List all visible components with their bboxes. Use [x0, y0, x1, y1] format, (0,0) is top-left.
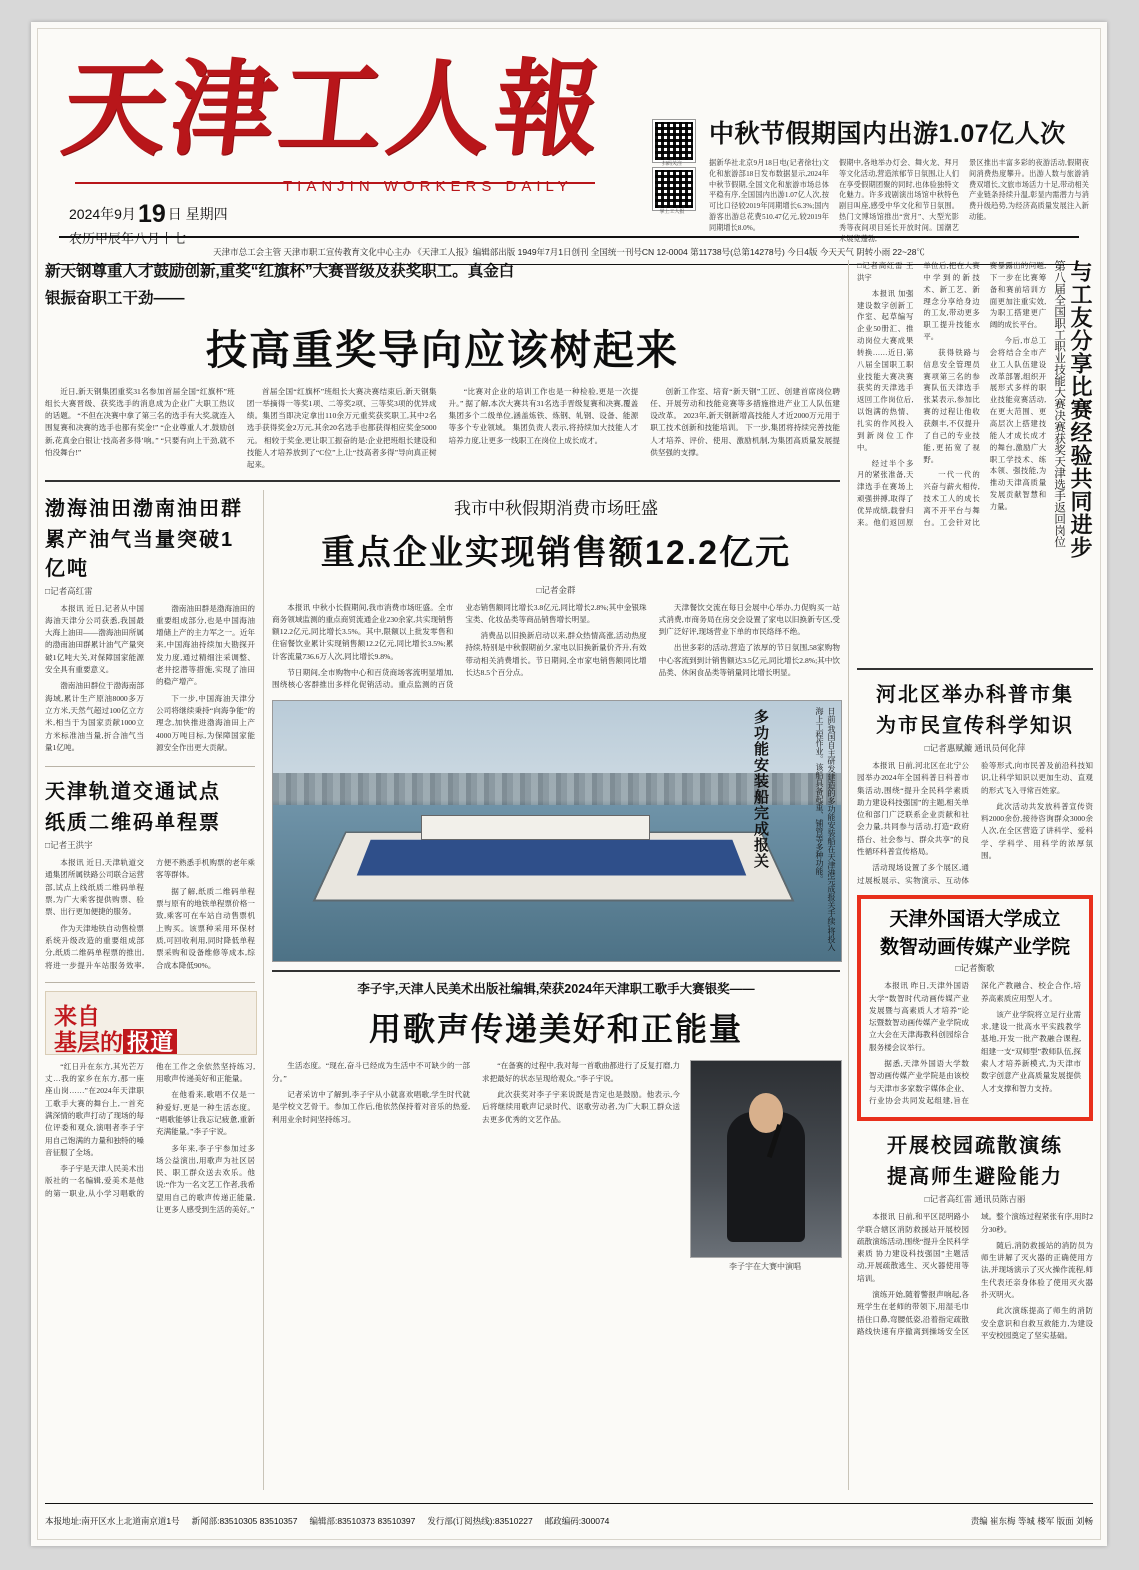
metro-para-3: 据了解,纸质二维码单程票与原有的地铁单程票价格一致,乘客可在车站自动售票机上购买。该票种采用环保材质,可回收利用,同时降低单程票采购和设备维修等成本,综合成本降低90%。: [156, 886, 255, 970]
drill-para-4: 此次演练提高了师生的消防安全意识和自救互救能力,为建设平安校园奠定了坚实基础。: [981, 1306, 1093, 1340]
metro-body: [45, 857, 255, 974]
article-metro: [45, 775, 255, 974]
foreign-univ-title-line-2: 数智动画传媒产业学院: [879, 936, 1070, 958]
skills-contest-para-5: 今后,市总工会将结合全市产业工人队伍建设改革部署,组织开展形式多样的职业技能竞赛活动,在更大范围、更高层次上搭建技能人才成长成才的舞台,激励广大职工学技术、练本领、强技能,为推动天津高质量发展贡献智慧和力量。: [989, 336, 1047, 511]
masthead: [45, 32, 1093, 257]
lead-para-3: “比赛对企业的培训工作也是一种检验,更是一次提升。” 据了解,本次大赛共有31名选手晋级复赛和决赛,覆盖集团多个二级单位,涵盖炼铁、炼钢、轧钢、设备、能源等多个专业领域。 集团负责人表示,将持续加大技能人才培养力度,让更多一线职工在岗位上成长成才。: [448, 386, 639, 445]
singer-para-2: 记者采访中了解到,李子宇从小就喜欢唱歌,学生时代就是学校文艺骨干。参加工作后,他依然保持着对音乐的热爱,利用业余时间坚持练习。: [272, 1090, 470, 1124]
foreign-univ-para-2: 据悉,天津外国语大学数智动画传媒产业学院是由该校与天津市多家数字媒体企业、行业协会共同发起组建,旨在深化产教融合、校企合作,培养高素质应用型人才。: [869, 981, 1081, 1105]
bohai-para-2: 渤南油田群位于渤海南部海域,累计生产原油8000多万立方米,天然气超过100亿立方米,相当于为国家贡献1000立方米标准油当量,折合油气当量1亿吨。: [45, 681, 144, 752]
lunar-date: 农历甲辰年八月十七: [69, 231, 187, 246]
masthead-divider-top: [59, 236, 1079, 238]
foreign-univ-body: [869, 980, 1081, 1107]
hebei-para-2: 活动现场设置了多个展区,通过展板展示、实物演示、互动体验等形式,向市民普及前沿科技知识,让科学知识以更加生动、直观的形式飞入寻常百姓家。: [857, 761, 1093, 885]
newspaper-title: 天津工人報: [57, 53, 610, 168]
market-para-1: 本报讯 中秋小长假期间,我市消费市场旺盛。全市商务领域监测的重点商贸流通企业230余家,共实现销售额12.2亿元,同比增长3.5%。其中,限额以上批发零售和住宿餐饮业累计实现销售额12.2亿元,同比增长3.5%;累计客流量736.6万人次,同比增长9.8%。: [272, 602, 454, 661]
qr-code-icon[interactable]: [653, 120, 695, 162]
lead-para-2: 首届全国“红旗杯”班组长大赛决赛结束后,新天钢集团一举摘得一等奖1项、二等奖2项、三等奖3项的优异成绩。集团当即决定拿出110余万元重奖获奖职工,其中2名选手获得奖金2万元,其余20名选手也都获得相应奖金5000元。 相较于奖金,更让职工振奋的是:企业把班组长建设和技能人才培养放到了“C位”上,让“技高者多得”导向真正树起来。: [246, 386, 437, 470]
bohai-title-line-1: 渤海油田渤南油田群: [45, 497, 243, 520]
article-hebei: [857, 678, 1093, 887]
drill-byline: □记者高红雷 通讯员陈吉丽: [924, 1194, 1026, 1205]
skills-contest-byline: □记者高红雷 王洪宇: [857, 261, 914, 282]
grassroots-body: [45, 1061, 255, 1217]
lead-para-4: 创新工作室、培育“新天钢”工匠、创建首席岗位聘任、开展劳动和技能竞赛等多措施推进产业工人队伍建设改革。 2023年,新天钢新增高技能人才近2000万元用于职工技术创新和技能培训。 下一步,集团将持续完善技能人才培养、评价、使用、激励机制,为集团高质量发展提供坚强的支撑。: [650, 386, 840, 457]
right-column: [857, 260, 1093, 1490]
grassroots-para-3: 在他看来,歌唱不仅是一种爱好,更是一种生活态度。“唱歌能够让我忘记疲惫,重新充满能量。”李子宇说。: [156, 1090, 255, 1137]
singer-photo: [690, 1060, 842, 1258]
drill-para-1: 本报讯 日前,和平区昆明路小学联合辖区消防救援站开展校园疏散演练活动,围绕“提升全民科学素质 协力建设科技强国”主题活动,开展疏散逃生、灭火器使用等培训。: [857, 1212, 969, 1283]
article-skills-contest: [857, 260, 1093, 660]
qr-code-2-caption: 掌上工人报: [659, 210, 685, 215]
drill-body: [857, 1211, 1093, 1342]
market-para-3: 消费品以旧换新启动以来,群众热情高涨,活动热度持续,特别是中秋假期前夕,家电以旧换新量价齐升,有效带动相关消费增长。节日期间,全市家电销售额同比增长达8.5个百分点。: [465, 631, 647, 678]
grassroots-badge-line-2: [54, 1024, 177, 1055]
masthead-news-headline: 中秋节假期国内出游1.07亿人次: [709, 120, 1066, 148]
lead-kicker-line-1: 新天钢尊重人才鼓励创新,重奖“红旗杯”大赛晋级及获奖职工。真金白: [45, 263, 515, 280]
newspaper-page: [31, 22, 1107, 1546]
footer-postcode: 邮政编码:300074: [544, 1516, 610, 1526]
skills-contest-para-1: 本报讯 加强建设数字创新工作室、起草编写企业50册汇、推动岗位大赛成果转换……近日,第八届全国职工职业技能大赛决赛获奖的天津选手返回工作岗位后,以饱满的热情、扎实的作风投入到新岗位工作中。: [857, 288, 914, 452]
article-drill: [857, 1129, 1093, 1342]
hebei-title-line-2: 为市民宣传科学知识: [876, 715, 1074, 737]
metro-title-line-2: 纸质二维码单程票: [45, 812, 221, 835]
metro-para-1: 本报讯 近日,天津轨道交通集团所属铁路公司联合运营部,试点上线纸质二维码单程票,为广大乘客提供购票、验票、出行更加便捷的服务。: [45, 858, 144, 917]
grassroots-badge-line-2a: 基层的: [54, 1028, 123, 1055]
hebei-para-3: 此次活动共发放科普宣传资料2000余份,接待咨询群众3000余人次,在全区营造了讲科学、爱科学、学科学、用科学的浓厚氛围。: [981, 801, 1093, 861]
left-column: [45, 490, 255, 1490]
drill-title-line-1: 开展校园疏散演练: [887, 1135, 1063, 1158]
column-divider-2: [848, 260, 849, 1490]
grassroots-para-4: 多年来,李子宇参加过多场公益演出,用歌声为社区居民、职工群众送去欢乐。他说:“作为一名文艺工作者,我希望用自己的歌声传递正能量,让更多人感受到生活的美好。”: [156, 1143, 255, 1215]
article-singer: [272, 980, 840, 1273]
middle-column: [272, 490, 840, 1490]
lead-kicker-line-2: 银振奋职工干劲——: [45, 290, 185, 308]
qr-code-caption: 扫码关注: [661, 162, 682, 167]
skills-contest-para-2: 经过半个多月的紧张准备,天津选手在赛场上顽强拼搏,取得了优异成绩,载誉归来。他们返回原单位后,把在大赛中学到的新技术、新工艺、新理念分享给身边的工友,带动更多职工提升技能水平。: [857, 261, 980, 527]
skills-contest-kicker: 第八届全国职工职业技能大赛决赛获奖天津选手返回岗位: [1053, 260, 1066, 548]
lead-headline: 技高重奖导向应该树起来: [206, 326, 679, 373]
section-divider-2: [272, 970, 840, 972]
article-bohai: [45, 492, 255, 759]
article-foreign-university: [857, 895, 1093, 1121]
market-subhead: 我市中秋假期消费市场旺盛: [454, 498, 658, 518]
bohai-title-line-2: 累产油气当量突破1亿吨: [45, 528, 235, 580]
article-market: [272, 494, 840, 692]
grassroots-para-2: 李子宇是天津人民美术出版社的一名编辑,爱美术是他的第一职业,从小学习唱歌的他在工作之余依然坚持练习,用歌声传递美好和正能量。: [45, 1061, 255, 1198]
footer-news-tel: 新闻部:83510305 83510357: [191, 1516, 298, 1526]
market-para-5: 出世多彩的活动,营造了浓厚的节日氛围,58家购物中心客流到到计销售额达3.5亿元,同比增长2.8%;其中饮品类、休闲食品类等销量同比增长明显。: [658, 643, 840, 678]
grassroots-badge-line-1: 来自: [54, 1002, 100, 1029]
section-divider-1: [45, 480, 840, 482]
boat-photo-title: 多功能安装船完成报关: [752, 708, 769, 869]
masthead-info-line: 天津市总工会主管 天津市职工宣传教育文化中心主办 《天津工人报》编辑部出版 1949年7月1日创刊 全国统一刊号CN 12-0004 第11738号(总第14278号) 今日4版 今天天气 阴转小雨 22~28℃: [213, 247, 925, 257]
masthead-news-col-1: 据新华社北京9月18日电(记者徐壮)文化和旅游部18日发布数据显示,2024年中秋节假期,全国文化和旅游市场总体平稳有序,全国国内出游1.07亿人次,按可比口径较2019年同期增长6.3%;国内游客出游总花费510.47亿元,较2019年同期增长8.0%。: [709, 159, 829, 232]
foreign-univ-para-1: 本报讯 昨日,天津外国语大学“数智时代动画传媒产业发展暨与高素质人才培养”论坛暨数智动画传媒产业学院成立大会在天津海教科创园综合服务楼会议举行。: [869, 981, 969, 1052]
singer-headline: 用歌声传递美好和正能量: [368, 1011, 743, 1048]
column-divider-1: [263, 490, 264, 1490]
drill-para-2: 演练开始,随着警报声响起,各班学生在老师的带领下,用湿毛巾捂住口鼻,弯腰低姿,沿着指定疏散路线快速有序撤离到操场安全区域。整个演练过程紧张有序,用时2分30秒。: [857, 1212, 1094, 1336]
date-suffix: 日 星期四: [167, 206, 228, 222]
lead-story: [45, 260, 840, 472]
hebei-title-line-1: 河北区举办科普市集: [876, 684, 1074, 706]
singer-photo-caption: 李子宇在大赛中演唱: [729, 1262, 801, 1272]
boat-photo: [272, 700, 842, 962]
singer-kicker: 李子宇,天津人民美术出版社编辑,荣获2024年天津职工歌手大赛银奖——: [357, 981, 755, 996]
lead-body: [45, 386, 840, 472]
skills-contest-para-4: 一代一代的兴奋与薪火相传,技术工人的成长离不开平台与舞台。工会针对比赛暴露出的问题,下一步在比赛筹备和赛前培训方面更加注重实效,为职工搭建更广阔的成长平台。: [923, 261, 1047, 527]
skills-contest-title: 与工友分享比赛经验共同进步: [1068, 260, 1093, 559]
foreign-univ-byline: □记者衡歌: [955, 963, 995, 974]
bohai-para-3: 渤南油田群是渤海油田的重要组成部分,也是中国海油增储上产的主力军之一。近年来,中国海油持续加大勘探开发力度,通过精细注采调整、老井挖潜等措施,实现了油田的稳产增产。: [156, 603, 255, 687]
newspaper-title-en: TIANJIN WORKERS DAILY: [283, 178, 573, 195]
masthead-news-col-3: 景区推出丰富多彩的夜游活动,假期夜间消费热度攀升。出游人数与旅游消费双增长,文旅市场活力十足,带动相关产业链条持续升温,彰显内需潜力与消费升级趋势,为经济高质量发展注入新动能。: [969, 159, 1089, 221]
divider-left-1: [45, 766, 255, 767]
photo-barge-hull: [357, 840, 746, 875]
market-para-4: 天津餐饮交流在每日会展中心举办,力促购买一站式消费,市商务局在房交会设置了家电以旧换新专区,受到广泛好评,现场营业下单的市民络绎不绝。: [658, 602, 840, 637]
bohai-para-1: 本报讯 近日,记者从中国海油天津分公司获悉,我国最大海上油田——渤海油田所属的渤南油田群累计油气产量突破1亿吨大关,对保障国家能源安全具有重要意义。: [45, 603, 144, 675]
hebei-body: [857, 760, 1093, 887]
singer-para-4: 此次获奖对李子宇来说既是肯定也是鼓励。他表示,今后将继续用歌声记录时代、讴歌劳动者,为广大职工群众送去更多优秀的文艺作品。: [482, 1090, 680, 1124]
masthead-news-col-2: 假期中,各地举办灯会、舞火龙、拜月等文化活动,营造浓郁节日氛围,让人们在享受假期团聚的同时,也体验独特文化魅力。许多戏剧演出场馆中秋特色剧目叫座,感受中华文化和节日氛围。热门文博场馆推出“赏月”、大型光影秀等夜间项目延长开放时间。国潮艺术展览蓬勃,: [839, 159, 959, 243]
grassroots-badge-line-2b: 报道: [123, 1029, 177, 1055]
hebei-para-1: 本报讯 日前,河北区在北宁公园举办2024年全国科普日科普市集活动,围绕“提升全民科学素质 助力建设科技强国”的主题,相关单位和部门广泛联系企业贡献和社会力量,共同参与活动,打造“政府搭台、社会参与、群众共享”的良性循环科普宣传格局。: [857, 761, 969, 857]
divider-right-1: [857, 668, 1093, 670]
date-day: 19: [137, 200, 166, 228]
metro-byline: □记者王洪宇: [45, 840, 93, 851]
drill-title-line-2: 提高师生避险能力: [887, 1166, 1063, 1189]
page-footer: [45, 1503, 1093, 1534]
singer-body: [272, 1060, 680, 1272]
bohai-body: [45, 603, 255, 759]
singer-para-1: 生活态度。“现在,奋斗已经成为生活中不可缺少的一部分。”: [272, 1061, 470, 1083]
foreign-univ-title-line-1: 天津外国语大学成立: [889, 908, 1061, 930]
date-prefix: 2024年9月: [69, 206, 136, 222]
footer-credits: 责编 崔东梅 等城 楼军 版面 刘畅: [970, 1516, 1093, 1526]
footer-address: 本报地址:南开区水上北道南京道1号: [45, 1516, 180, 1526]
singer-para-3: “在备赛的过程中,我对每一首歌曲都进行了反复打磨,力求把最好的状态呈现给观众。”李子宇说。: [482, 1061, 680, 1083]
metro-para-2: 作为天津地铁自动售检票系统升级改造的重要组成部分,纸质二维码单程票的推出,将进一步提升车站服务效率,方便不熟悉手机购票的老年乘客等群体。: [45, 858, 255, 970]
skills-contest-body: [857, 260, 1046, 660]
content-grid: [45, 260, 1093, 1490]
qr-code-2-icon[interactable]: [653, 168, 695, 210]
skills-contest-para-3: 获得铁路与信息安全管理员赛项第三名的参赛队伍天津选手张某表示,参加比赛的过程让他收获颇丰,不仅提升了自己的专业技能,更拓宽了视野。: [923, 347, 980, 464]
bohai-para-4: 下一步,中国海油天津分公司将继续秉持“向海争能”的理念,加快推进渤海油田上产4000万吨目标,为保障国家能源安全作出更大贡献。: [156, 693, 255, 752]
grassroots-para-1: “红日升在东方,其光芒万丈…我的家乡在东方,那一座座山岗……”在2024年天津职工歌手大赛的舞台上,一首充满深情的歌声打动了现场的每位评委和观众,演唱者李子宇用自己饱满的力量和独特的嗓音征服了全场。: [45, 1061, 144, 1157]
footer-editor-tel: 编辑部:83510373 83510397: [309, 1516, 416, 1526]
metro-title-line-1: 天津轨道交通试点: [45, 781, 221, 804]
hebei-byline: □记者惠赋鏕 通讯员何化萍: [924, 743, 1026, 753]
grassroots-badge: [45, 991, 257, 1055]
drill-para-3: 随后,消防救援站的消防员为师生讲解了灭火器的正确使用方法,并现场演示了灭火操作流程,师生代表还亲身体验了使用灭火器扑灭明火。: [981, 1240, 1093, 1299]
market-byline: □记者金群: [536, 584, 576, 595]
boat-photo-caption: 日前,我国自主研发建造的多功能安装船在天津港完成报关手续,将投入海上工程作业。该船具备起重、铺管等多种功能。: [815, 706, 836, 951]
market-body: [272, 602, 840, 692]
masthead-news: [709, 114, 1089, 244]
bohai-byline: □记者高红雷: [45, 585, 93, 596]
divider-left-2: [45, 982, 255, 983]
market-headline: 重点企业实现销售额12.2亿元: [320, 533, 792, 572]
foreign-univ-para-3: 该产业学院将立足行业需求,建设一批高水平实践教学基地,开发一批产教融合课程,组建一支“双师型”教师队伍,探索人才培养新模式,为天津市数字创意产业高质量发展提供人才支撑和智力支持。: [981, 1009, 1081, 1093]
photo-ship: [421, 815, 650, 840]
footer-distribution-tel: 发行部(订阅热线):83510227: [427, 1516, 533, 1526]
lead-para-1: 近日,新天钢集团重奖31名参加首届全国“红旗杯”班组长大赛晋级、获奖选手的消息成为企业广大职工热议的话题。 “不但在决赛中拿了第三名的选手有大奖,就连入围复赛和决赛的选手也都有奖金!” “企业尊重人才,鼓励创新,花真金白银让‘技高者多得’响。” “只要有向上干劲,就不怕没舞台!”: [45, 386, 235, 457]
publication-date: [69, 200, 228, 229]
market-para-2: 节日期间,全市购物中心和百货商场客流明显增加,围绕核心客群推出多样化促销活动。重点监测的百货业态销售额同比增长3.8亿元,同比增长2.8%;其中金银珠宝类、化妆品类等商品销售增长明显。: [272, 602, 647, 690]
